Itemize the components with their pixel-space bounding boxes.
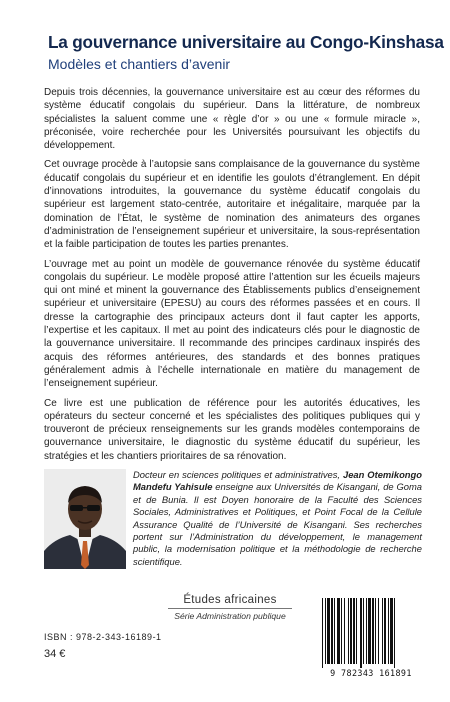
series-imprint bbox=[160, 594, 300, 621]
series-divider bbox=[168, 608, 292, 609]
barcode-bars bbox=[318, 596, 424, 668]
barcode-number: 9 782343 161891 bbox=[330, 668, 412, 678]
barcode-bar bbox=[348, 598, 349, 664]
barcode-bar bbox=[378, 598, 379, 664]
barcode-bar bbox=[327, 598, 330, 664]
barcode-bar bbox=[372, 598, 374, 664]
barcode-bar bbox=[353, 598, 355, 664]
book-subtitle: Modèles et chantiers d’avenir bbox=[48, 56, 231, 72]
barcode-bar bbox=[382, 598, 383, 664]
summary-paragraph: L’ouvrage met au point un modèle de gouvernance rénovée du système éducatif congolais du supérieur. Le modèle proposé attire l’attention sur les écueils majeurs qui ont miné et minent la gouvernance des Établissements publics d’enseignement supérieur et universitaire (EPESU) au cours des réformes passées et en cours. Il dresse la cartographie des principaux acteurs dont il faut capter les apports, l’expertise et les capitaux. Il met au point des indicateurs clés pour le diagnostic de la gouvernance universitaire. Il recommande des principes cardinaux inspirés des acquis des réformes antérieures, des standards et des bonnes pratiques généralement admis à l’échelle internationale en matière du management de l’enseignement supérieur. bbox=[44, 258, 420, 390]
isbn: ISBN : 978-2-343-16189-1 bbox=[44, 632, 162, 642]
barcode-bar bbox=[334, 598, 335, 664]
series-subname: Série Administration publique bbox=[174, 611, 286, 621]
barcode-bar bbox=[344, 598, 345, 664]
author-photo bbox=[44, 469, 126, 569]
series-name: Études africaines bbox=[183, 594, 277, 606]
barcode-bar bbox=[394, 598, 395, 668]
book-title: La gouvernance universitaire au Congo-Kinshasa bbox=[48, 32, 444, 52]
barcode-icon bbox=[318, 596, 424, 668]
author-bio-intro: Docteur en sciences politiques et administratives, bbox=[133, 469, 343, 480]
author-bio-details: enseigne aux Universités de Kisangani, de Goma et de Bunia. Il est Doyen honoraire de la Faculté des Sciences Sociales, Administratives et Politiques, et Point Focal de la Cellule Assurance Qualité de l’Université de Kisangani. Ses recherches portent sur l’Administration du développement, le management public, la modernisation politique et la méthodologie de recherche scientifique. bbox=[133, 481, 422, 567]
barcode-bar bbox=[388, 598, 389, 664]
summary-paragraph: Cet ouvrage procède à l’autopsie sans complaisance de la gouvernance du système éducatif congolais du supérieur et en identifie les goulots d’étranglement. En dépit d’innovations introduites, la gouvernance du système éducatif congolais du supérieur est largement stato-centrée, autoritaire et inégalitaire, marquée par la domination de l’État, le système de nomination des animateurs des organes d’administration de l’enseignement supérieur et universitaire, la sous-représentation et la faible participation de toutes les parties prenantes. bbox=[44, 159, 420, 251]
barcode-bar bbox=[368, 598, 371, 664]
barcode-bar bbox=[375, 598, 376, 664]
barcode-bar bbox=[325, 598, 326, 664]
barcode-bar bbox=[331, 598, 333, 664]
barcode-bar bbox=[356, 598, 357, 664]
back-cover-summary bbox=[44, 86, 420, 469]
author-bio bbox=[133, 469, 422, 568]
barcode-bar bbox=[366, 598, 367, 664]
price: 34 € bbox=[44, 648, 66, 660]
barcode-bar bbox=[390, 598, 393, 664]
summary-paragraph: Depuis trois décennies, la gouvernance universitaire est au cœur des réformes du système éducatif congolais du supérieur. Dans la littérature, de nombreux spécialistes la saluent comme une « règle d’or » ou une « formule miracle », préconisée, voire recherchée pour les Universités poursuivant les objectifs du développement. bbox=[44, 87, 420, 152]
summary-paragraph: Ce livre est une publication de référence pour les autorités éducatives, les opérateurs du secteur concerné et les spécialistes des politiques publiques qui y trouveront de précieux renseignements sur les grands modèles contemporains de gouvernance universitaire, le diagnostic du système éducatif du supérieur, les stratégies et les chantiers prioritaires de sa rénovation. bbox=[44, 397, 420, 462]
barcode-bar bbox=[341, 598, 342, 664]
barcode-bar bbox=[337, 598, 340, 664]
author-name: Jean Otemikongo Mandefu Yahisule bbox=[133, 469, 422, 493]
author-portrait-icon bbox=[44, 469, 126, 569]
barcode-bar bbox=[363, 598, 364, 664]
barcode-bar bbox=[350, 598, 352, 664]
barcode-bar bbox=[360, 598, 362, 668]
barcode-bar bbox=[322, 598, 323, 668]
barcode-bar bbox=[384, 598, 386, 664]
